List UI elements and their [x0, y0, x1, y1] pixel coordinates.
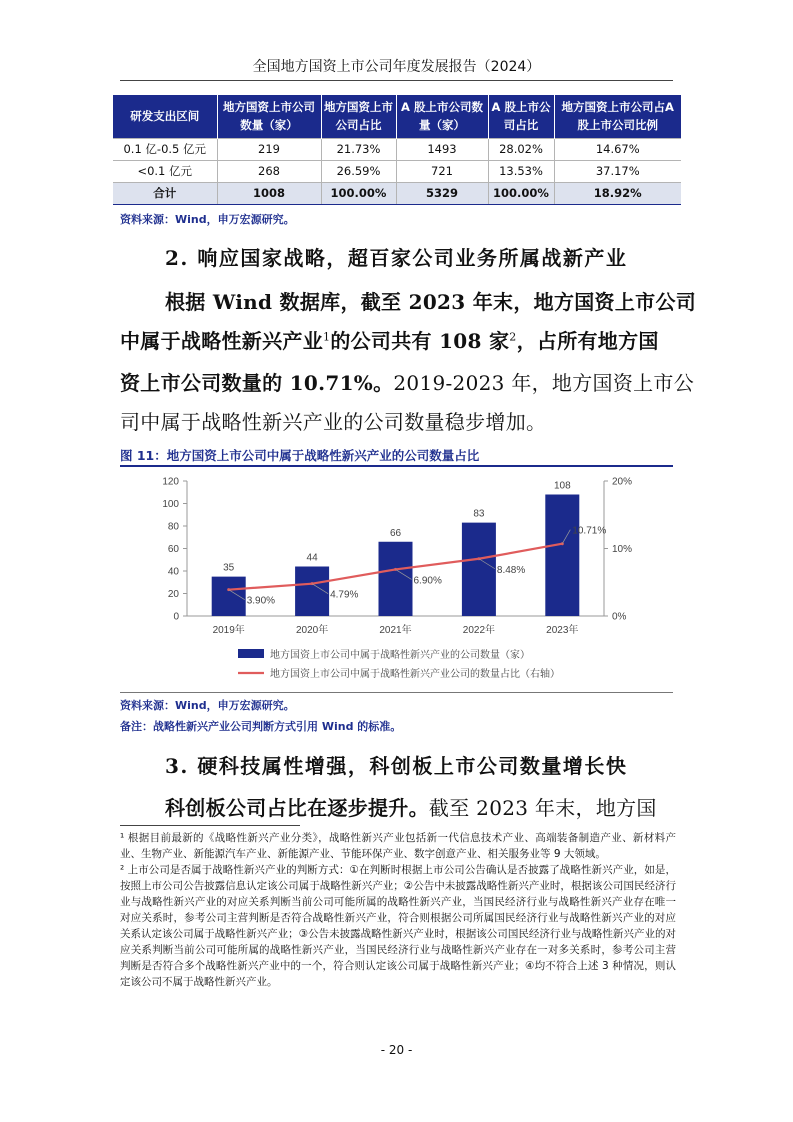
- table-cell: 721: [396, 160, 488, 182]
- line-data-label: 3.90%: [246, 595, 276, 607]
- x-tick-label: 2019年: [212, 625, 245, 636]
- footnotes: [120, 830, 676, 990]
- table-cell: 0.1 亿-0.5 亿元: [113, 138, 217, 160]
- bar: [212, 577, 246, 616]
- body-paragraph-line: [120, 792, 657, 821]
- y-tick-label: 0: [173, 611, 179, 623]
- page-header-title: 全国地方国资上市公司年度发展报告（2024）: [252, 59, 541, 75]
- table-cell: <0.1 亿元: [113, 160, 217, 182]
- footnote-item: ¹ 根据目前最新的《战略性新兴产业分类》，战略性新兴产业包括新一代信息技术产业、高端装备制造产业、新材料产业、生物产业、新能源汽车产业、新能源产业、节能环保产业、数字创意产业、相关服务业等 9 大领域。: [120, 832, 676, 860]
- bar-data-label: 66: [389, 527, 402, 539]
- body-paragraph-line: [120, 367, 694, 396]
- section-heading: 2. 响应国家战略，超百家公司业务所属战新产业: [165, 246, 628, 270]
- table-header-cell: A 股上市公司数量（家）: [396, 95, 488, 138]
- table-cell: 100.00%: [488, 182, 554, 204]
- table-header-cell: 地方国资上市公司占比: [321, 95, 396, 138]
- x-tick-label: 2023年: [546, 625, 579, 636]
- line-point: [561, 542, 564, 545]
- legend-label: 地方国资上市公司中属于战略性新兴产业公司的数量占比（右轴）: [270, 669, 560, 680]
- y-tick-label: 120: [162, 476, 179, 488]
- footnote-ref: 1: [323, 330, 331, 344]
- table-cell: 5329: [396, 182, 488, 204]
- table-header-cell: 地方国资上市公司占A 股上市公司比例: [554, 95, 681, 138]
- bar-data-label: 35: [223, 562, 235, 574]
- body-text: 截至 2023 年末，地方国: [428, 796, 657, 820]
- bar: [379, 542, 413, 616]
- line-data-label: 8.48%: [496, 564, 526, 576]
- body-text-bold: 中属于战略性新兴产业: [120, 329, 323, 353]
- table-cell: 26.59%: [321, 160, 396, 182]
- y-tick-label: 40: [167, 566, 179, 578]
- section-heading: 3. 硬科技属性增强，科创板上市公司数量增长快: [165, 754, 628, 778]
- table-row: [113, 138, 681, 160]
- body-paragraph-line: [120, 286, 696, 315]
- body-text-bold: ，占所有地方国: [516, 329, 659, 353]
- bar: [462, 523, 496, 616]
- strategic-industry-chart: [120, 466, 673, 691]
- figure-title: 图 11：地方国资上市公司中属于战略性新兴产业的公司数量占比: [120, 448, 480, 463]
- bar-data-label: 44: [306, 552, 318, 564]
- line-data-label: 10.71%: [572, 525, 607, 537]
- body-text-bold: 根据 Wind 数据库，截至 2023 年末，地方国资上市公司: [165, 290, 697, 314]
- footnote-divider: [120, 825, 300, 826]
- figure-remark-note: 备注：战略性新兴产业公司判断方式引用 Wind 的标准。: [120, 720, 402, 733]
- table-cell: 合计: [113, 182, 217, 204]
- legend-swatch-bar: [238, 649, 264, 658]
- body-text: 司中属于战略性新兴产业的公司数量稳步增加。: [120, 410, 547, 434]
- bar: [545, 495, 579, 617]
- y-tick-label: 20: [167, 589, 179, 600]
- y-tick-label: 60: [167, 544, 179, 555]
- footnote-ref: 2: [509, 330, 517, 344]
- y-tick-label: 80: [167, 521, 179, 533]
- body-text: 2019-2023 年，地方国资上市公: [393, 371, 695, 395]
- line-data-label: 6.90%: [413, 575, 442, 587]
- footnote-item: ² 上市公司是否属于战略性新兴产业的判断方式：①在判断时根据上市公司公告确认是否披露了战略性新兴产业，如是，按照上市公司公告披露信息认定该公司属于战略性新兴产业；②公告中未披露战略性新兴产业时，根据该公司国民经济行业与战略性新兴产业的对应关系判断当前公司可能所属的战略性新兴产业，当国民经济行业与战略性新兴产业存在唯一对应关系时，参考公司主营判断是否符合战略性新兴产业，符合则根据公司所属国民经济行业与战略性新兴产业的对应关系认定该公司属于战略性新兴产业；③公告未披露战略性新兴产业时，根据该公司国民经济行业与战略性新兴产业的对应关系判断当前公司可能所属的战略性新兴产业，当国民经济行业与战略性新兴产业存在一对多关系时，参考公司主营判断是否符合多个战略性新兴产业中的一个，符合则认定该公司属于战略性新兴产业；④均不符合上述 3 种情况，则认定该公司不属于战略性新兴产业。: [120, 864, 676, 988]
- header-divider: [120, 80, 673, 81]
- table-cell: 37.17%: [554, 160, 681, 182]
- table-cell: 100.00%: [321, 182, 396, 204]
- table-header-row: [113, 95, 681, 138]
- legend-label: 地方国资上市公司中属于战略性新兴产业的公司数量（家）: [270, 650, 530, 661]
- y2-tick-label: 10%: [612, 544, 633, 555]
- rd-expense-table: [113, 95, 681, 205]
- line-data-label: 4.79%: [330, 589, 359, 601]
- bar-data-label: 108: [553, 480, 571, 492]
- table-total-row: [113, 182, 681, 204]
- bar-data-label: 83: [473, 508, 485, 520]
- body-text-bold: 资上市公司数量的 10.71%。: [120, 371, 394, 395]
- table-header-cell: A 股上市公司占比: [488, 95, 554, 138]
- table-cell: 28.02%: [488, 138, 554, 160]
- table-cell: 21.73%: [321, 138, 396, 160]
- y2-tick-label: 0%: [612, 611, 627, 623]
- y2-tick-label: 20%: [612, 476, 633, 488]
- table-cell: 13.53%: [488, 160, 554, 182]
- table-cell: 14.67%: [554, 138, 681, 160]
- table-cell: 1008: [217, 182, 321, 204]
- figure-bottom-divider: [120, 692, 673, 693]
- page-number: - 20 -: [380, 1043, 413, 1057]
- body-paragraph-line: [120, 406, 546, 435]
- table-header-cell: 研发支出区间: [113, 95, 217, 138]
- body-paragraph-line: [120, 325, 659, 354]
- x-tick-label: 2022年: [462, 625, 496, 636]
- body-text-bold: 的公司共有 108 家: [330, 329, 510, 353]
- table-cell: 18.92%: [554, 182, 681, 204]
- table-cell: 268: [217, 160, 321, 182]
- chart-legend: [238, 648, 560, 680]
- x-tick-label: 2021年: [379, 625, 412, 636]
- y-tick-label: 100: [162, 499, 179, 510]
- table-header-cell: 地方国资上市公司数量（家）: [217, 95, 321, 138]
- table-cell: 1493: [396, 138, 488, 160]
- table-source-note: 资料来源：Wind，申万宏源研究。: [120, 213, 295, 226]
- figure-source-note: 资料来源：Wind，申万宏源研究。: [120, 699, 295, 712]
- x-tick-label: 2020年: [295, 625, 329, 636]
- table-row: [113, 160, 681, 182]
- table-cell: 219: [217, 138, 321, 160]
- body-text-bold: 科创板公司占比在逐步提升。: [165, 796, 429, 820]
